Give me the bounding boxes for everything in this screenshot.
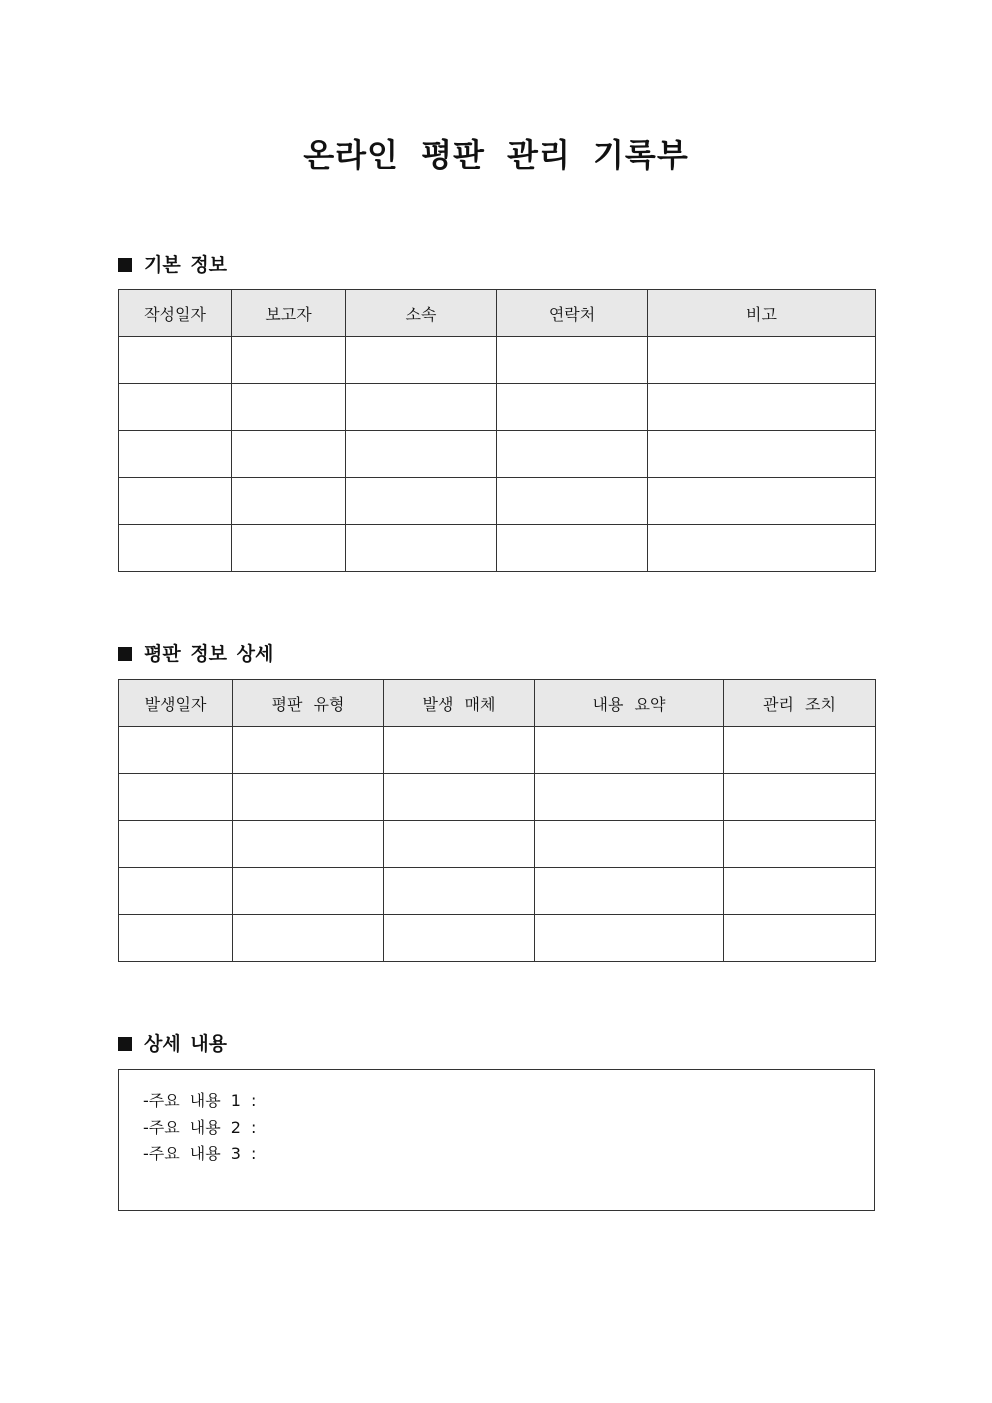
- section-heading-label: 평판 정보 상세: [144, 643, 274, 665]
- table-cell[interactable]: [346, 431, 497, 478]
- column-header-remarks: 비고: [648, 290, 876, 337]
- table-cell[interactable]: [119, 727, 233, 774]
- table-row: [119, 868, 876, 915]
- table-row: [119, 774, 876, 821]
- square-bullet-icon: [118, 258, 132, 272]
- table-row: [119, 431, 876, 478]
- table-cell[interactable]: [648, 384, 876, 431]
- table-row: [119, 821, 876, 868]
- column-header-action: 관리 조치: [724, 680, 876, 727]
- column-header-affiliation: 소속: [346, 290, 497, 337]
- table-row: [119, 915, 876, 962]
- table-row: [119, 478, 876, 525]
- table-header-row: [119, 680, 876, 727]
- square-bullet-icon: [118, 647, 132, 661]
- table-cell[interactable]: [497, 478, 648, 525]
- table-cell[interactable]: [232, 384, 346, 431]
- detail-lines: [143, 1088, 256, 1168]
- section-heading-label: 기본 정보: [144, 254, 228, 276]
- table-cell[interactable]: [497, 431, 648, 478]
- table-row: [119, 337, 876, 384]
- section-heading-detail-content: [118, 1031, 227, 1057]
- table-cell[interactable]: [497, 525, 648, 572]
- column-header-reputation-type: 평판 유형: [233, 680, 384, 727]
- table-cell[interactable]: [346, 384, 497, 431]
- table-cell[interactable]: [346, 478, 497, 525]
- table-cell[interactable]: [535, 727, 724, 774]
- column-header-summary: 내용 요약: [535, 680, 724, 727]
- table-cell[interactable]: [384, 727, 535, 774]
- table-cell[interactable]: [232, 478, 346, 525]
- table-cell[interactable]: [119, 868, 233, 915]
- column-header-reporter: 보고자: [232, 290, 346, 337]
- table-cell[interactable]: [648, 478, 876, 525]
- table-cell[interactable]: [724, 774, 876, 821]
- table-cell[interactable]: [724, 915, 876, 962]
- column-header-media: 발생 매체: [384, 680, 535, 727]
- square-bullet-icon: [118, 1037, 132, 1051]
- detail-line-2: -주요 내용 2 :: [143, 1117, 257, 1137]
- section-heading-reputation-detail: [118, 641, 273, 667]
- table-cell[interactable]: [119, 431, 232, 478]
- basic-info-table: [118, 289, 876, 572]
- column-header-date: 작성일자: [119, 290, 232, 337]
- table-cell[interactable]: [233, 774, 384, 821]
- table-cell[interactable]: [232, 337, 346, 384]
- column-header-occurrence-date: 발생일자: [119, 680, 233, 727]
- table-cell[interactable]: [535, 915, 724, 962]
- table-cell[interactable]: [119, 774, 233, 821]
- table-cell[interactable]: [535, 868, 724, 915]
- column-header-contact: 연락처: [497, 290, 648, 337]
- table-cell[interactable]: [232, 525, 346, 572]
- table-cell[interactable]: [724, 821, 876, 868]
- table-cell[interactable]: [648, 525, 876, 572]
- table-cell[interactable]: [384, 821, 535, 868]
- table-cell[interactable]: [346, 337, 497, 384]
- reputation-detail-table: [118, 679, 876, 962]
- table-cell[interactable]: [119, 337, 232, 384]
- table-cell[interactable]: [384, 915, 535, 962]
- table-cell[interactable]: [724, 727, 876, 774]
- table-cell[interactable]: [648, 431, 876, 478]
- table-cell[interactable]: [535, 774, 724, 821]
- table-cell[interactable]: [724, 868, 876, 915]
- page-title: 온라인 평판 관리 기록부: [303, 136, 689, 174]
- table-cell[interactable]: [119, 478, 232, 525]
- detail-content-box[interactable]: [118, 1069, 875, 1211]
- detail-line-1: -주요 내용 1 :: [143, 1091, 257, 1110]
- table-cell[interactable]: [233, 821, 384, 868]
- table-cell[interactable]: [119, 384, 232, 431]
- table-row: [119, 384, 876, 431]
- table-header-row: [119, 290, 876, 337]
- table-cell[interactable]: [119, 915, 233, 962]
- table-row: [119, 525, 876, 572]
- table-cell[interactable]: [233, 915, 384, 962]
- table-cell[interactable]: [535, 821, 724, 868]
- table-cell[interactable]: [119, 525, 232, 572]
- table-cell[interactable]: [384, 774, 535, 821]
- table-cell[interactable]: [648, 337, 876, 384]
- detail-line-3: -주요 내용 3 :: [143, 1144, 257, 1163]
- table-cell[interactable]: [233, 868, 384, 915]
- section-heading-basic-info: [118, 252, 227, 278]
- table-cell[interactable]: [384, 868, 535, 915]
- table-cell[interactable]: [497, 384, 648, 431]
- section-heading-label: 상세 내용: [144, 1033, 228, 1055]
- table-cell[interactable]: [346, 525, 497, 572]
- table-cell[interactable]: [232, 431, 346, 478]
- table-cell[interactable]: [119, 821, 233, 868]
- table-cell[interactable]: [233, 727, 384, 774]
- table-row: [119, 727, 876, 774]
- table-cell[interactable]: [497, 337, 648, 384]
